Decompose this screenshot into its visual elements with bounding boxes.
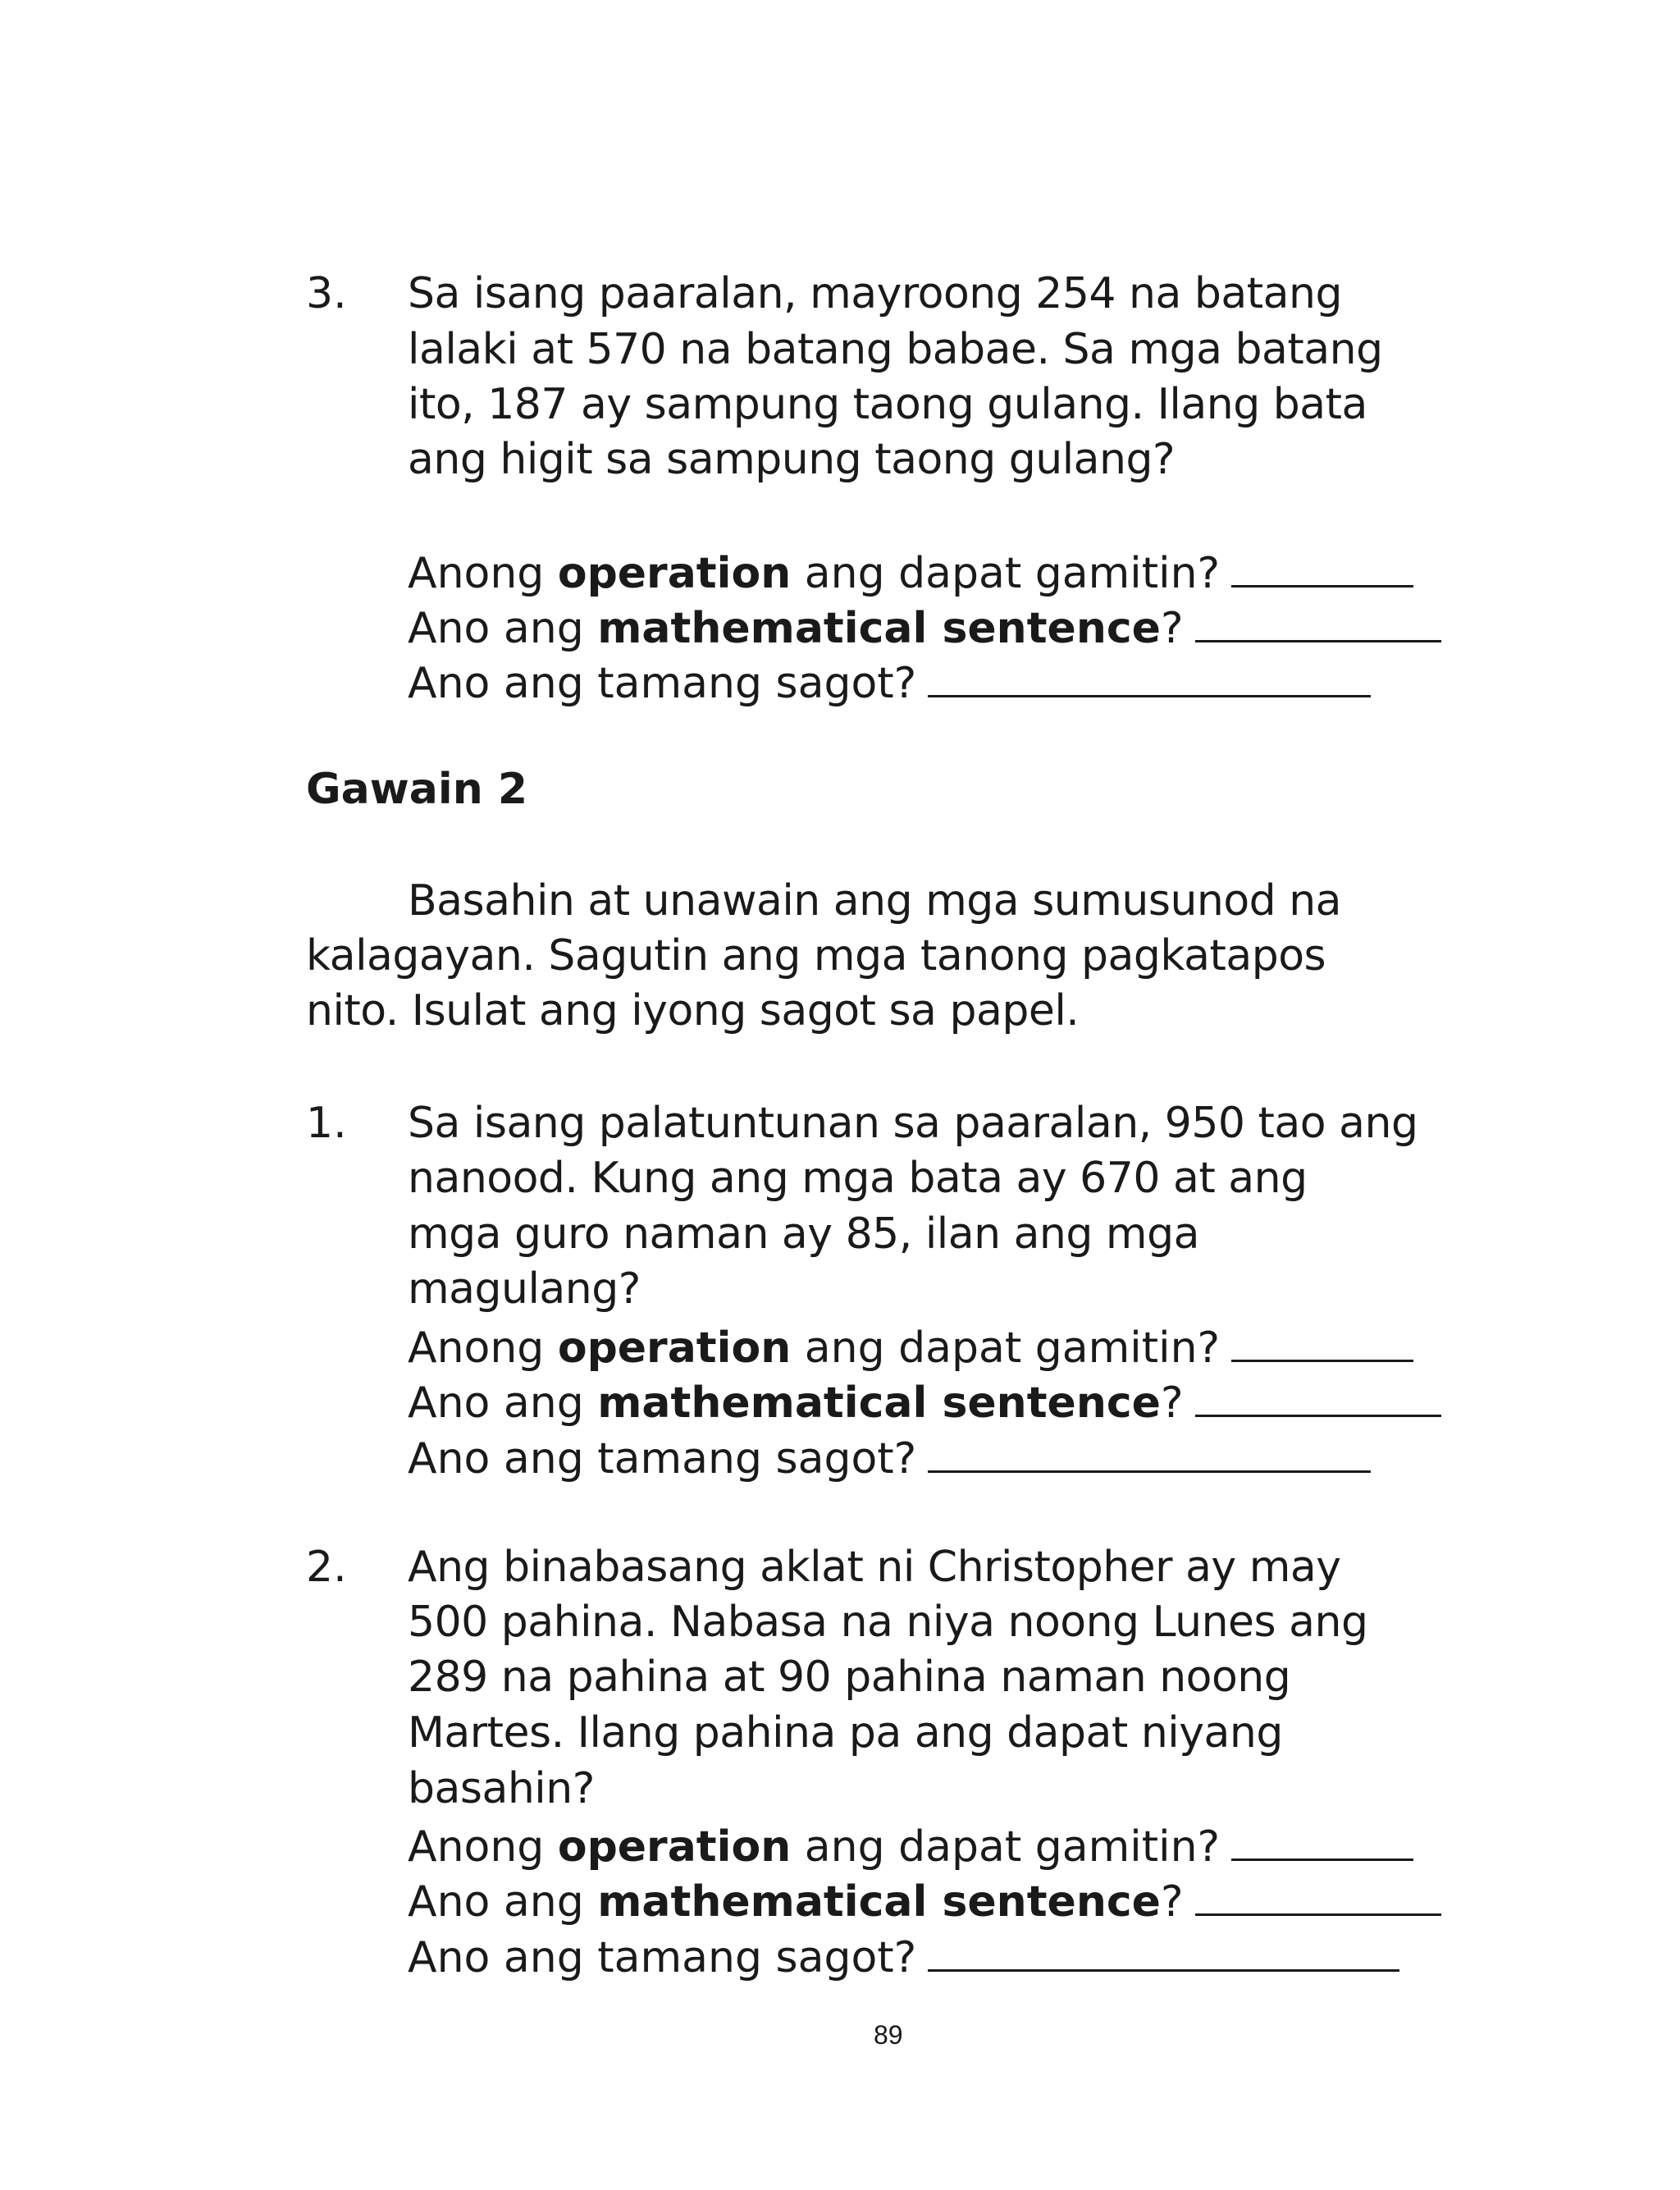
answer-blank[interactable] — [928, 652, 1371, 697]
item-2-line-2: 500 pahina. Nabasa na niya noong Lunes ang — [408, 1598, 1368, 1647]
item-2-answer-question: Ano ang tamang sagot? — [408, 1927, 1399, 1986]
item-1-number: 1. — [306, 1099, 347, 1148]
item-3-math-sentence-question: Ano ang mathematical sentence? — [408, 597, 1441, 656]
item-3-number: 3. — [306, 269, 347, 318]
item-1-operation-question: Anong operation ang dapat gamitin? — [408, 1317, 1413, 1376]
item-2-line-5: basahin? — [408, 1764, 595, 1813]
answer-blank[interactable] — [1231, 1317, 1413, 1362]
intro-line-2: kalagayan. Sagutin ang mga tanong pagkatapos — [306, 931, 1326, 981]
item-3-line-1: Sa isang paaralan, mayroong 254 na batang — [408, 269, 1342, 318]
section-heading: Gawain 2 — [306, 765, 528, 814]
item-2-line-4: Martes. Ilang pahina pa ang dapat niyang — [408, 1708, 1283, 1758]
answer-blank[interactable] — [1195, 1871, 1441, 1916]
item-3-line-3: ito, 187 ay sampung taong gulang. Ilang bata — [408, 380, 1367, 429]
intro-line-3: nito. Isulat ang iyong sagot sa papel. — [306, 986, 1080, 1036]
item-1-answer-question: Ano ang tamang sagot? — [408, 1428, 1371, 1487]
item-1-line-3: mga guro naman ay 85, ilan ang mga — [408, 1209, 1199, 1259]
item-2-math-sentence-question: Ano ang mathematical sentence? — [408, 1871, 1441, 1930]
item-1-line-2: nanood. Kung ang mga bata ay 670 at ang — [408, 1154, 1308, 1203]
item-3-operation-question: Anong operation ang dapat gamitin? — [408, 542, 1413, 601]
answer-blank[interactable] — [1231, 1816, 1413, 1861]
item-3-line-2: lalaki at 570 na batang babae. Sa mga batang — [408, 325, 1383, 374]
answer-blank[interactable] — [1195, 597, 1441, 642]
answer-blank[interactable] — [928, 1428, 1371, 1473]
item-2-operation-question: Anong operation ang dapat gamitin? — [408, 1816, 1413, 1875]
item-2-line-1: Ang binabasang aklat ni Christopher ay may — [408, 1543, 1341, 1592]
item-2-number: 2. — [306, 1543, 347, 1592]
answer-blank[interactable] — [928, 1927, 1399, 1972]
item-1-line-4: magulang? — [408, 1264, 641, 1314]
item-3-answer-question: Ano ang tamang sagot? — [408, 652, 1371, 711]
item-1-line-1: Sa isang palatuntunan sa paaralan, 950 tao ang — [408, 1099, 1418, 1148]
item-2-line-3: 289 na pahina at 90 pahina naman noong — [408, 1653, 1291, 1702]
answer-blank[interactable] — [1231, 542, 1413, 588]
intro-line-1: Basahin at unawain ang mga sumusunod na — [408, 876, 1342, 926]
answer-blank[interactable] — [1195, 1372, 1441, 1417]
item-3-line-4: ang higit sa sampung taong gulang? — [408, 435, 1176, 484]
item-1-math-sentence-question: Ano ang mathematical sentence? — [408, 1372, 1441, 1431]
page-number: 89 — [874, 2020, 903, 2050]
